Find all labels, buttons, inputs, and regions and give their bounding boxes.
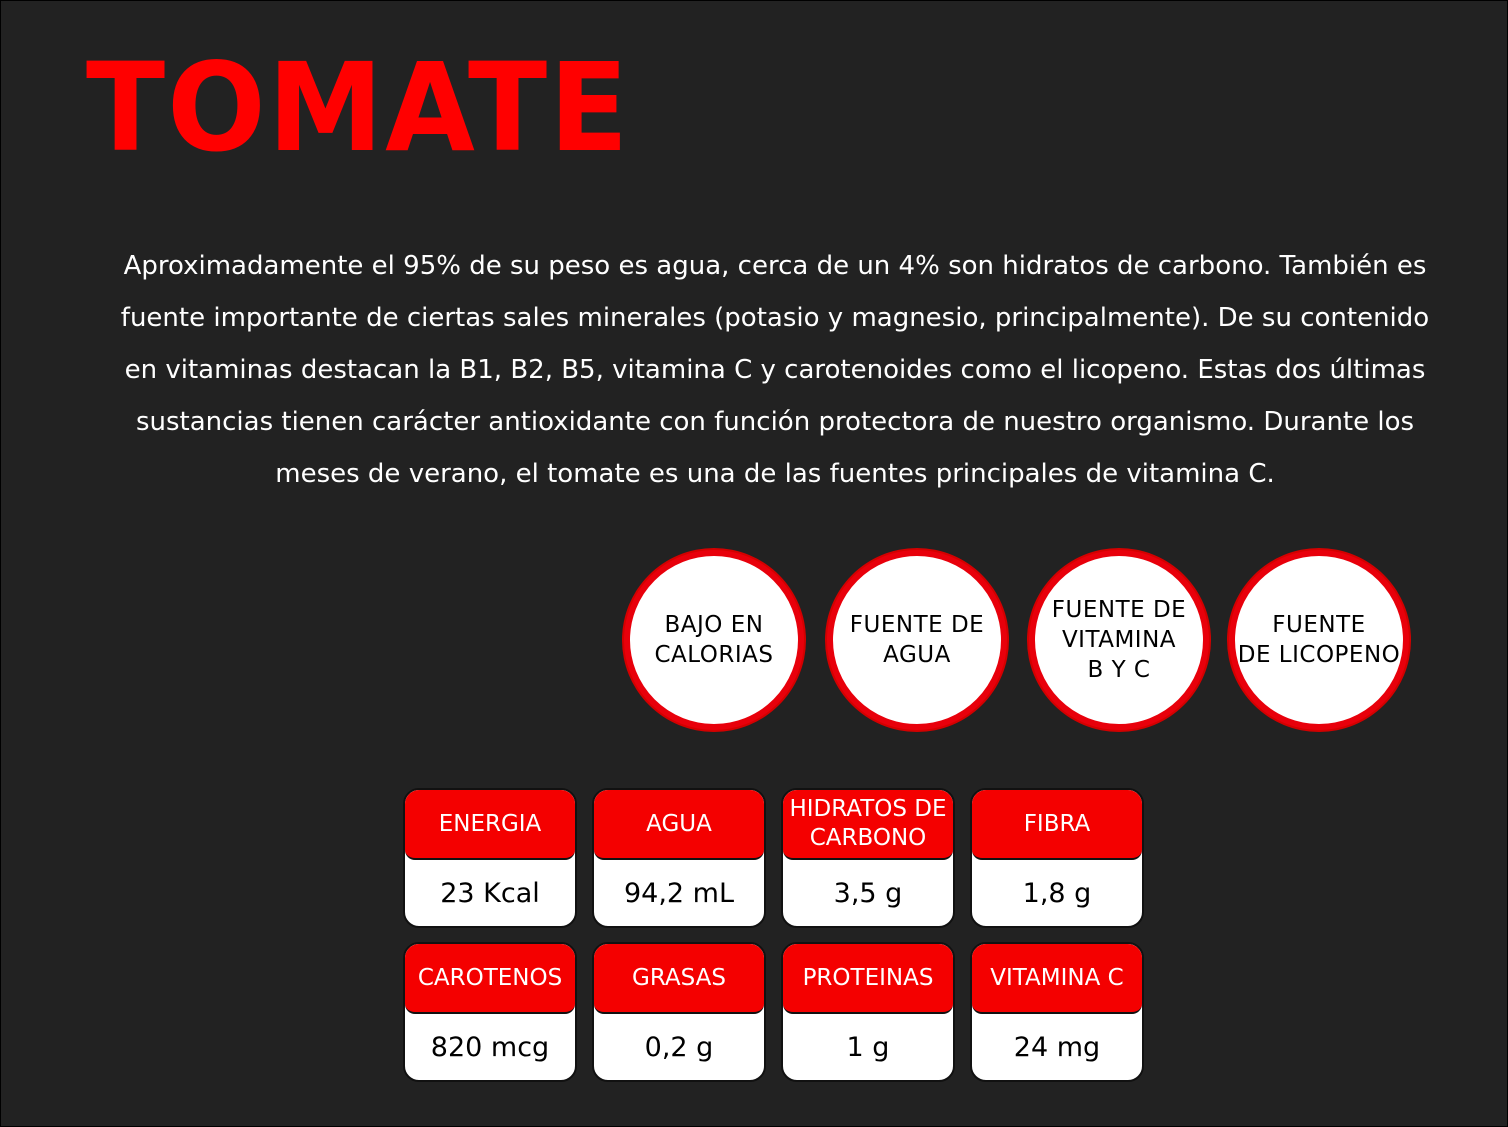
nutrient-value: 3,5 g	[833, 877, 903, 909]
badge-label: BAJO EN CALORIAS	[654, 612, 774, 668]
nutrient-name: VITAMINA C	[972, 944, 1142, 1014]
badge-vitamin-source	[1029, 550, 1209, 730]
nutrient-card-proteinas	[781, 942, 955, 1082]
nutrient-value: 94,2 mL	[623, 877, 735, 909]
nutrient-card-energia	[403, 788, 577, 928]
nutrient-card-vitamina-c	[970, 942, 1144, 1082]
badge-low-calories	[624, 550, 804, 730]
nutrient-value: 23 Kcal	[440, 877, 540, 909]
description-text: Aproximadamente el 95% de su peso es agua, cerca de un 4% son hidratos de carbono. También es fuente importante de ciertas sales minerales (potasio y magnesio, principalmente). De su contenido en vitaminas destacan la B1, B2, B5, vitamina C y carotenoides como el licopeno. Estas dos últimas sustancias tienen carácter antioxidante con función protectora de nuestro organismo. Durante los meses de verano, el tomate es una de las fuentes principales de vitamina C.	[120, 251, 1430, 489]
nutrient-value: 0,2 g	[644, 1031, 714, 1063]
nutrient-value: 24 mg	[1013, 1031, 1101, 1063]
nutrient-card-grasas	[592, 942, 766, 1082]
nutrient-value: 1 g	[846, 1031, 890, 1063]
nutrient-value: 1,8 g	[1022, 877, 1092, 909]
nutrient-name: AGUA	[594, 790, 764, 860]
nutrient-name: CAROTENOS	[405, 944, 575, 1014]
badge-label: FUENTE DE AGUA	[849, 612, 985, 668]
nutrient-name: FIBRA	[972, 790, 1142, 860]
nutrient-card-hidratos	[781, 788, 955, 928]
nutrient-name: PROTEINAS	[783, 944, 953, 1014]
nutrient-card-carotenos	[403, 942, 577, 1082]
badge-lycopene-source	[1229, 550, 1409, 730]
badge-water-source	[827, 550, 1007, 730]
nutrient-name: GRASAS	[594, 944, 764, 1014]
nutrient-card-agua	[592, 788, 766, 928]
nutrient-name: HIDRATOS DE CARBONO	[783, 790, 953, 860]
badge-label: FUENTE DE VITAMINA B Y C	[1051, 597, 1187, 683]
nutrient-name: ENERGIA	[405, 790, 575, 860]
page-title: TOMATE	[86, 37, 631, 180]
nutrient-value: 820 mcg	[430, 1031, 550, 1063]
nutrient-card-fibra	[970, 788, 1144, 928]
badge-label: FUENTE DE LICOPENO	[1237, 612, 1401, 668]
